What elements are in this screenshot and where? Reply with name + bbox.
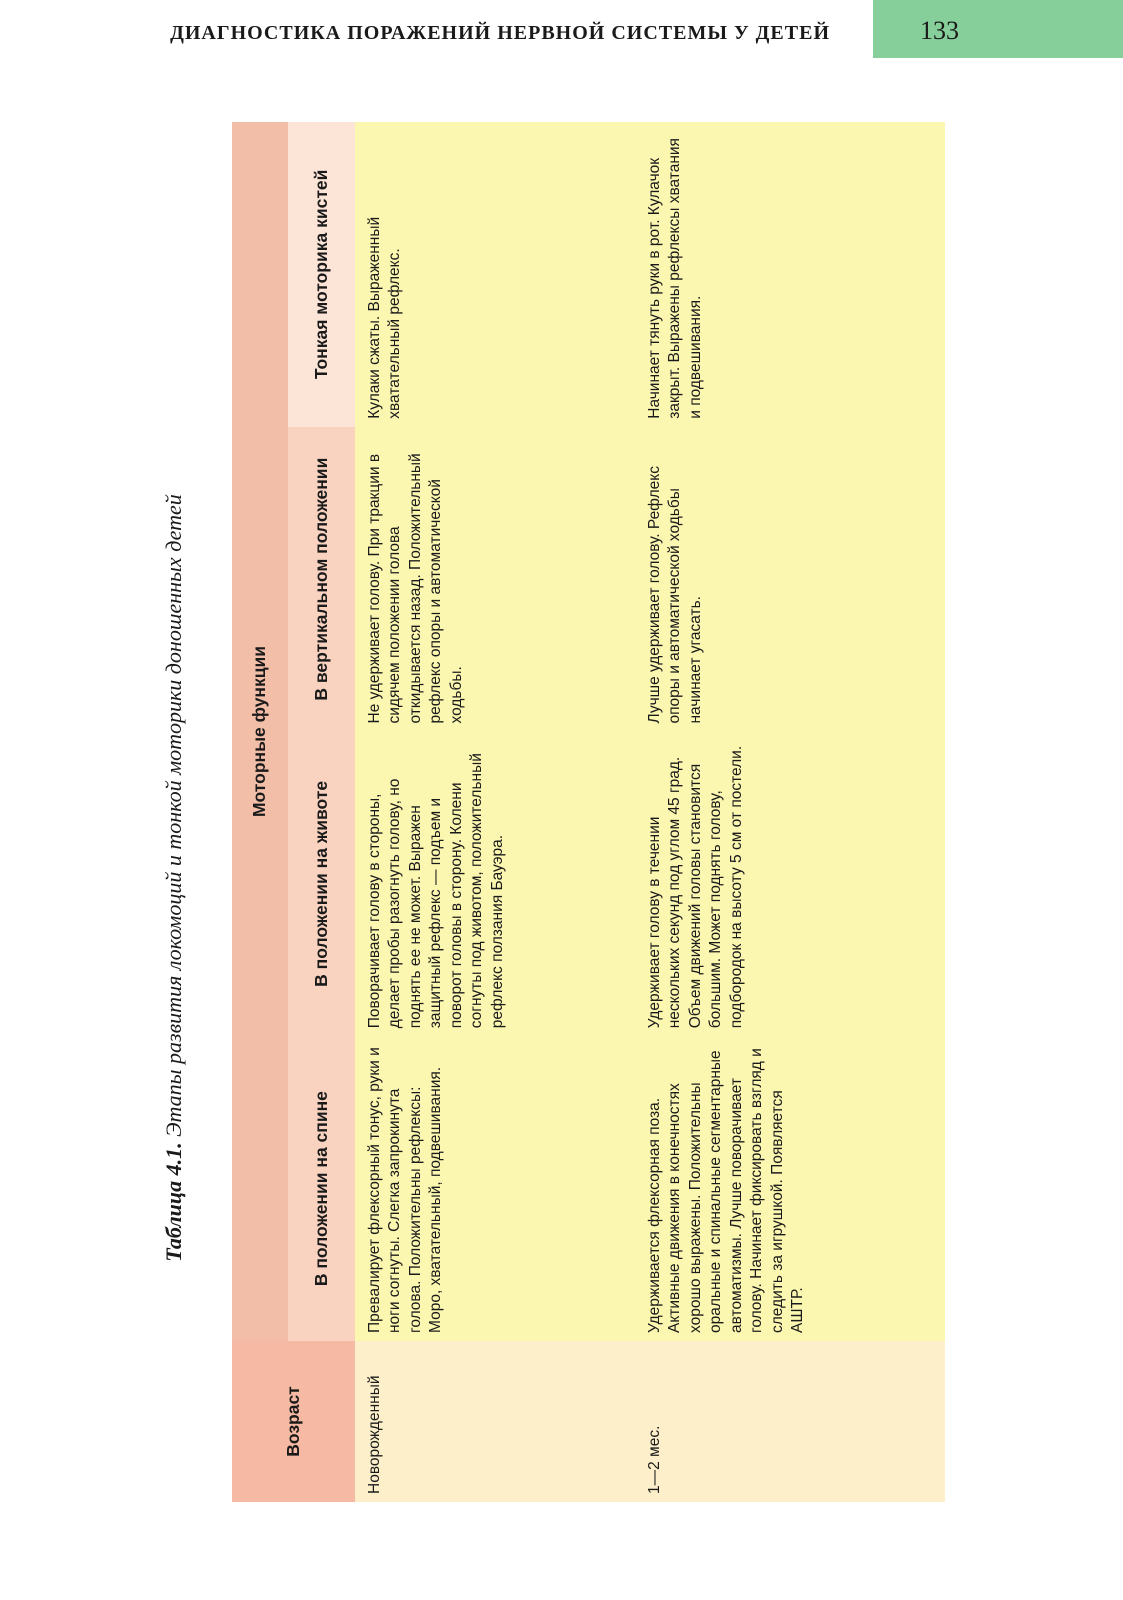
header-supine: В положении на спине — [288, 1036, 355, 1341]
motor-development-table — [232, 122, 945, 1502]
page-number-tab — [873, 0, 1123, 58]
page-number: 133 — [920, 16, 959, 45]
cell-vertical: Лучше удерживает голову. Рефлекс опоры и автоматической ходьбы начинает угасать. — [625, 427, 945, 732]
table-row — [355, 122, 625, 1502]
table-caption — [161, 228, 187, 1528]
header-prone: В положении на животе — [288, 732, 355, 1037]
running-head: ДИАГНОСТИКА ПОРАЖЕНИЙ НЕРВНОЙ СИСТЕМЫ У ДЕТЕЙ — [170, 22, 830, 44]
cell-vertical: Не удерживает голову. При тракции в сидячем положении голова откидывается назад. Положительный рефлекс опоры и автоматической ходьбы. — [355, 427, 625, 732]
cell-fine-motor: Начинает тянуть руки в рот. Кулачок закрыт. Выражены рефлексы хватания и подвешивания. — [625, 122, 945, 427]
cell-supine: Удерживается флексорная поза. Активные движения в конечностях хорошо выражены. Положительны оральные и спинальные сегментарные автоматизмы. Лучше поворачивает голову. Начинает фиксировать взгляд и следить за игрушкой. Появляется АШТР. — [625, 1036, 945, 1341]
header-age: Возраст — [232, 1341, 355, 1502]
header-vertical: В вертикальном положении — [288, 427, 355, 732]
cell-prone: Поворачивает голову в стороны, делает пробы разогнуть голову, но поднять ее не может. Выражен защитный рефлекс — подъем и поворот головы в сторону. Колени согнуты под животом, положительный рефлекс ползания Бауэра. — [355, 732, 625, 1037]
cell-prone: Удерживает голову в течении нескольких секунд под углом 45 град. Объем движений головы становится большим. Может поднять голову, подбородок на высоту 5 см от постели. — [625, 732, 945, 1037]
cell-supine: Превалирует флексорный тонус, руки и ноги согнуты. Слегка запрокинута голова. Положительны рефлексы: Моро, хватательный, подвешивания. — [355, 1036, 625, 1341]
table-container — [232, 122, 945, 1502]
table-caption-text: Этапы развития локомоций и тонкой моторики доношенных детей — [161, 494, 186, 1137]
cell-age: Новорожденный — [355, 1341, 625, 1502]
cell-age: 1—2 мес. — [625, 1341, 945, 1502]
cell-fine-motor: Кулаки сжаты. Выраженный хватательный рефлекс. — [355, 122, 625, 427]
header-motor-functions: Моторные функции — [232, 122, 288, 1341]
header-fine-motor: Тонкая моторика кистей — [288, 122, 355, 427]
table-row — [625, 122, 945, 1502]
table-caption-number: Таблица 4.1. — [161, 1142, 186, 1262]
